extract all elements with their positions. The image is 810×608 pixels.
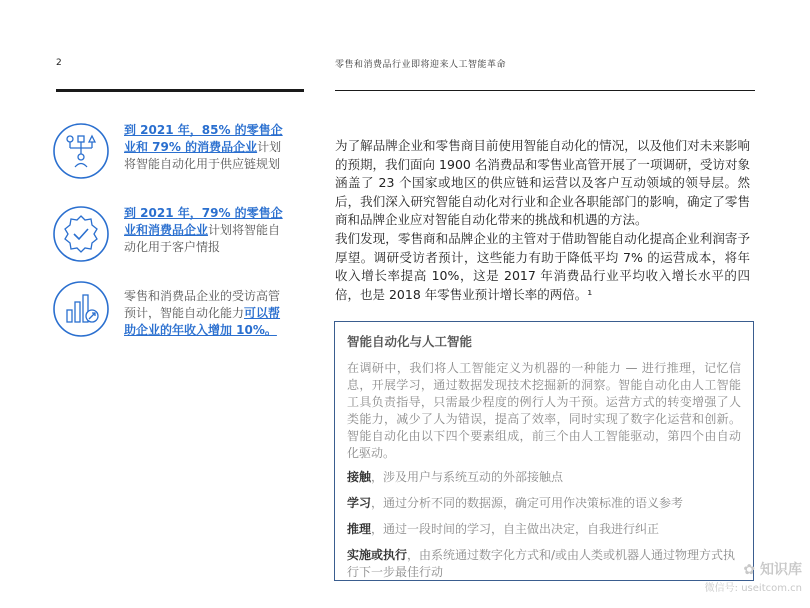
badge-check-icon xyxy=(52,205,110,263)
element-term: 实施或执行 xyxy=(347,548,408,562)
definition-box-title: 智能自动化与人工智能 xyxy=(347,334,473,349)
element-desc: ，通过分析不同的数据源，确定可用作决策标准的语义参考 xyxy=(371,496,684,510)
page-number: 2 xyxy=(56,58,62,68)
stat-lead: 零售和消费品企业的受访高管预计，智能自动化能力 xyxy=(124,289,281,320)
watermark-brand: ✿ 知识库 xyxy=(743,562,802,578)
stat-highlight: 到 2021 年，79% 的零售企业和消费品企业 xyxy=(124,206,283,237)
element-item-touch xyxy=(347,469,741,486)
stat-text xyxy=(124,205,284,256)
watermark-sub: 微信号: useitcom.cn xyxy=(704,583,802,594)
definition-box xyxy=(334,321,754,581)
element-desc: ，由系统通过数字化方式和/或由人类或机器人通过物理方式执行下一步最佳行动 xyxy=(347,548,736,579)
element-term: 接触 xyxy=(347,470,372,484)
stat-text xyxy=(124,288,284,339)
element-term: 学习 xyxy=(347,496,372,510)
stat-highlight: 到 2021 年，85% 的零售企业和 79% 的消费品企业 xyxy=(124,123,283,154)
element-desc: ，通过一段时间的学习，自主做出决定，自我进行纠正 xyxy=(371,522,660,536)
divider-right xyxy=(335,90,755,91)
body-paragraph-2: 我们发现，零售商和品牌企业的主管对于借助智能自动化提高企业利润寄予厚望。调研受访者预计，这些能力有助于降低平均 7% 的运营成本，将年收入增长率提高 10%，这是 2017 年消费品行业平均收入增长水平的四倍，也是 2018 年零售业预计增长率的两倍。¹ xyxy=(335,231,750,302)
body-paragraph-1: 为了解品牌企业和零售商目前使用智能自动化的情况，以及他们对未来影响的预期，我们面向 1900 名消费品和零售业高管开展了一项调研，受访对象涵盖了 23 个国家或地区的供应链和运营以及客户互动领域的领导层。然后，我们深入研究智能自动化对行业和企业各职能部门的影响，确定了零售商和品牌企业应对智能自动化带来的挑战和机遇的方法。 xyxy=(335,138,750,227)
stat-rest: 计划将智能自动化用于供应链规划 xyxy=(124,140,282,171)
element-item-learn xyxy=(347,495,741,512)
watermark xyxy=(705,559,802,594)
definition-box-body: 在调研中，我们将人工智能定义为机器的一种能力 — 进行推理，记忆信息，开展学习，通过数据发现技术挖掘新的洞察。智能自动化由人工智能工具负责指导，只需最少程度的例行人为干预。运营方式的转变增强了人类能力，减少了人为错误，提高了效率，同时实现了数字化运营和创新。智能自动化由以下四个要素组成，前三个由人工智能驱动，第四个由自动化驱动。 xyxy=(347,361,741,460)
process-flow-icon xyxy=(52,122,110,180)
stat-highlight: 可以帮助企业的年收入增加 10%。 xyxy=(124,306,281,337)
element-desc: ，涉及用户与系统互动的外部接触点 xyxy=(371,470,564,484)
element-item-execute xyxy=(347,547,741,581)
stat-rest: 计划将智能自动化用于客户情报 xyxy=(124,223,281,254)
bar-chart-growth-icon xyxy=(52,280,110,338)
wechat-icon: ✿ xyxy=(743,562,756,578)
element-item-reason xyxy=(347,521,741,538)
element-term: 推理 xyxy=(347,522,372,536)
divider-left xyxy=(56,89,304,92)
running-header-title: 零售和消费品行业即将迎来人工智能革命 xyxy=(335,60,507,70)
stat-text xyxy=(124,122,284,173)
